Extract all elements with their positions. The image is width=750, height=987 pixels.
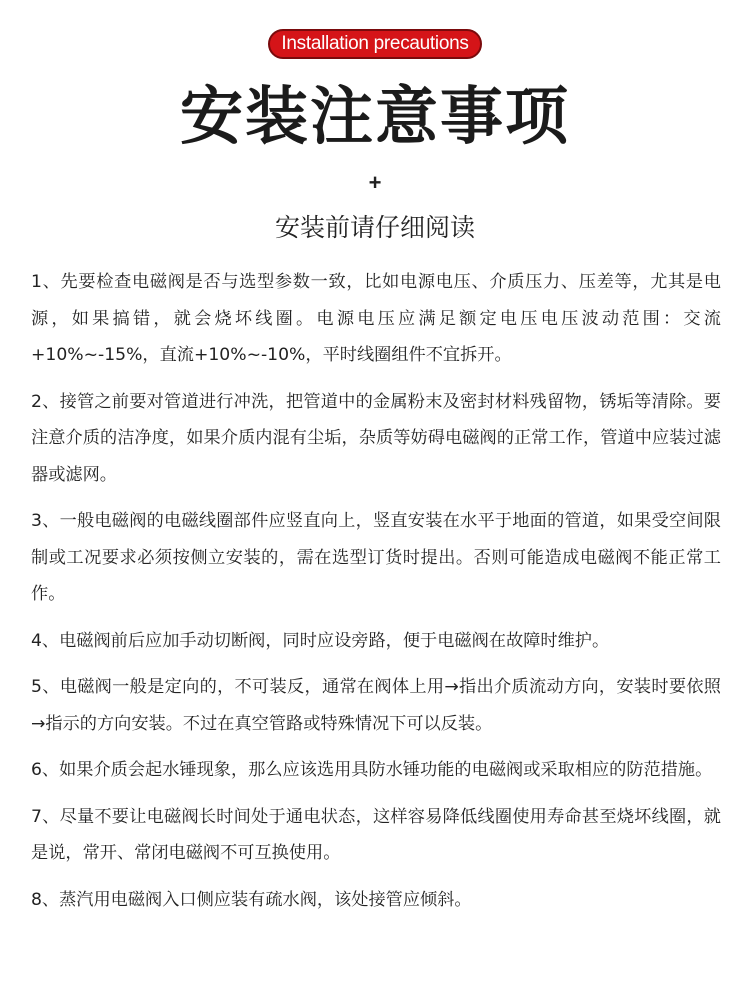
list-item: 1、先要检查电磁阀是否与选型参数一致，比如电源电压、介质压力、压差等，尤其是电源，如果搞错，就会烧坏线圈。电源电压应满足额定电压电压波动范围：交流+10%~-15%，直流+10%~-10%，平时线圈组件不宜拆开。	[31, 272, 721, 365]
english-title-badge: Installation precautions	[268, 29, 481, 59]
badge-wrap	[0, 0, 750, 59]
precautions-list	[0, 245, 750, 918]
list-item: 8、蒸汽用电磁阀入口侧应装有疏水阀，该处接管应倾斜。	[31, 889, 472, 910]
subtitle: 安装前请仔细阅读	[274, 213, 475, 242]
list-item: 6、如果介质会起水锤现象，那么应该选用具防水锤功能的电磁阀或采取相应的防范措施。	[31, 760, 713, 780]
list-item: 4、电磁阀前后应加手动切断阀，同时应设旁路，便于电磁阀在故障时维护。	[31, 630, 610, 651]
list-item: 2、接管之前要对管道进行冲洗，把管道中的金属粉末及密封材料残留物，锈垢等清除。要注意介质的洁净度，如果介质内混有尘垢，杂质等妨碍电磁阀的正常工作，管道中应装过滤器或滤网。	[31, 391, 721, 485]
plus-icon: +	[368, 170, 382, 195]
page-title: 安装注意事项	[180, 80, 570, 153]
list-item: 7、尽量不要让电磁阀长时间处于通电状态，这样容易降低线圈使用寿命甚至烧坏线圈，就是说，常开、常闭电磁阀不可互换使用。	[31, 806, 721, 863]
list-item: 5、电磁阀一般是定向的，不可装反，通常在阀体上用→指出介质流动方向，安装时要依照→指示的方向安装。不过在真空管路或特殊情况下可以反装。	[31, 677, 721, 734]
list-item: 3、一般电磁阀的电磁线圈部件应竖直向上，竖直安装在水平于地面的管道，如果受空间限制或工况要求必须按侧立安装的，需在选型订货时提出。否则可能造成电磁阀不能正常工作。	[31, 511, 721, 604]
